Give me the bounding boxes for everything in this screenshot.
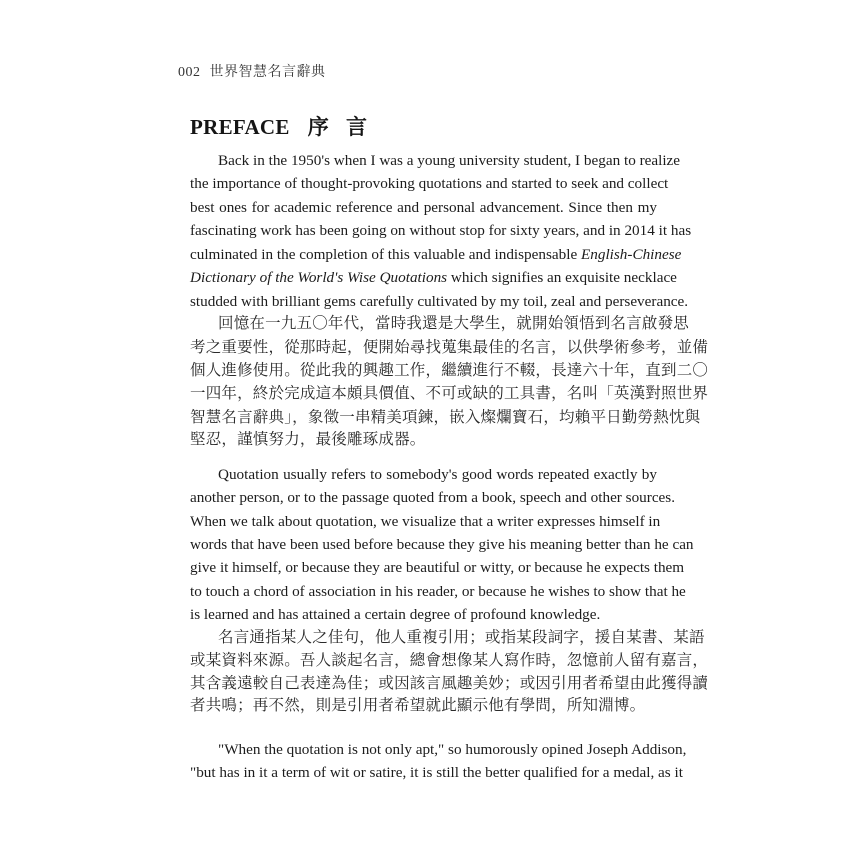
text-line: "When the quotation is not only apt," so humorously opined Joseph Addison, [218,741,687,758]
text-line: 一四年，終於完成這本頗具價值、不可或缺的工具書，名叫「英漢對照世界 [190,384,709,402]
book-title-italic: Dictionary of the World's Wise Quotations [190,269,448,286]
section-title-en: PREFACE [190,115,290,139]
text-line: "but has in it a term of wit or satire, it is still the better qualified for a medal, as it [190,764,683,781]
text-run: culminated in the completion of this valuable and indispensable [190,246,581,263]
text-line: 名言通指某人之佳句，他人重複引用；或指某段詞字，援自某書、某語 [218,628,705,646]
section-title [190,111,372,141]
text-line: 智慧名言辭典」，象徵一串精美項鍊，嵌入燦爛寶石，均賴平日勤勞熱忱與 [190,408,701,426]
text-line: 堅忍，謹慎努力，最後雕琢成器。 [190,430,426,448]
text-line: Quotation usually refers to somebody's good words repeated exactly by [218,466,657,483]
text-line: the importance of thought-provoking quotations and started to seek and collect [190,175,669,192]
text-line [190,245,682,265]
text-line: to touch a chord of association in his reader, or because he wishes to show that he [190,583,686,600]
text-line: is learned and has attained a certain degree of profound knowledge. [190,606,601,623]
text-line: studded with brilliant gems carefully cultivated by my toil, zeal and perseverance. [190,293,689,310]
text-line: 回憶在一九五〇年代，當時我還是大學生，就開始領悟到名言啟發思 [218,314,690,332]
text-line: another person, or to the passage quoted from a book, speech and other sources. [190,489,676,506]
text-line: 考之重要性，從那時起，便開始尋找蒐集最佳的名言，以供學術參考，並備 [190,338,709,356]
text-line: Back in the 1950's when I was a young university student, I began to realize [218,152,681,169]
text-line: 者共鳴；再不然，則是引用者希望就此顯示他有學問，所知淵博。 [190,696,646,714]
text-line [190,268,677,288]
text-line: When we talk about quotation, we visualize that a writer expresses himself in [190,513,661,530]
book-title-italic: English-Chinese [580,246,682,263]
section-title-zh: 序 言 [307,114,373,139]
text-line: fascinating work has been going on without stop for sixty years, and in 2014 it has [190,222,692,239]
text-line: give it himself, or because they are beautiful or witty, or because he expects them [190,559,685,576]
text-run: which signifies an exquisite necklace [447,269,677,286]
text-line: best ones for academic reference and personal advancement. Since then my [190,199,657,216]
text-line: 個人進修使用。從此我的興趣工作，繼續進行不輟，長達六十年，直到二〇 [190,361,709,379]
page-number: 002 [178,65,201,80]
text-line: 其含義遠較自己表達為佳；或因該言風趣美妙；或因引用者希望由此獲得讀 [190,674,709,692]
running-header [178,61,326,81]
text-line: words that have been used before because they give his meaning better than he can [190,536,694,553]
text-line: 或某資料來源。吾人談起名言，總會想像某人寫作時，忽憶前人留有嘉言， [190,651,709,669]
book-title: 世界智慧名言辭典 [209,64,326,80]
